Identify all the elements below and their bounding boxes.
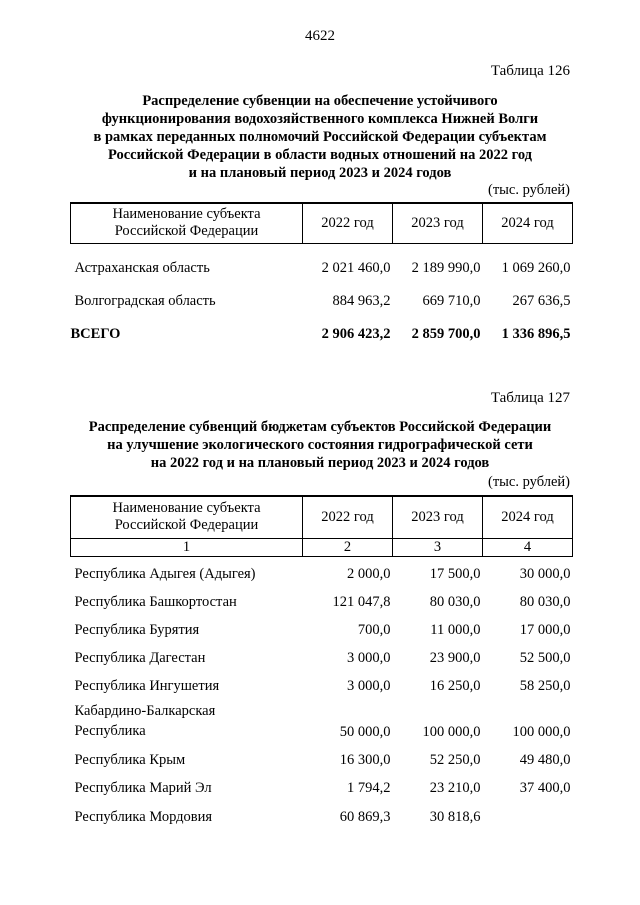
value-2024 bbox=[483, 797, 573, 826]
value-2023: 80 030,0 bbox=[429, 594, 481, 610]
table-row bbox=[71, 741, 573, 769]
value-2023: 100 000,0 bbox=[422, 724, 481, 740]
header-2023: 2023 год bbox=[393, 203, 483, 243]
row-name: Астраханская область bbox=[74, 260, 210, 276]
table-row bbox=[71, 243, 573, 277]
total-row bbox=[71, 310, 573, 343]
title-line: Распределение субвенции на обеспечение устойчивого bbox=[142, 93, 498, 109]
col-number-4: 4 bbox=[483, 538, 573, 556]
table-row bbox=[71, 639, 573, 667]
value-2022: 16 300,0 bbox=[339, 752, 391, 768]
table-127-label: Таблица 127 bbox=[490, 390, 570, 406]
header-subject bbox=[71, 203, 303, 243]
title-line: и на плановый период 2023 и 2024 годов bbox=[188, 165, 452, 181]
col-number-2: 2 bbox=[303, 538, 393, 556]
row-name: Республика Дагестан bbox=[74, 650, 206, 666]
table-127 bbox=[70, 495, 573, 826]
table-row bbox=[71, 667, 573, 695]
value-2023: 669 710,0 bbox=[422, 293, 481, 309]
total-2022: 2 906 423,2 bbox=[321, 326, 391, 342]
table-126-title bbox=[70, 92, 570, 182]
header-2024: 2024 год bbox=[483, 496, 573, 538]
value-2023: 16 250,0 bbox=[429, 678, 481, 694]
value-2022: 2 021 460,0 bbox=[321, 260, 391, 276]
value-2024: 58 250,0 bbox=[519, 678, 571, 694]
header-2022: 2022 год bbox=[303, 203, 393, 243]
table-row bbox=[71, 769, 573, 797]
value-2023: 2 189 990,0 bbox=[411, 260, 481, 276]
value-2024: 49 480,0 bbox=[519, 752, 571, 768]
table-126 bbox=[70, 202, 573, 343]
value-2022: 700,0 bbox=[357, 622, 391, 638]
row-name: Республика Крым bbox=[74, 752, 186, 768]
row-name-line: Республика bbox=[74, 723, 146, 739]
row-name-line: Кабардино-Балкарская bbox=[74, 703, 216, 719]
row-name: Республика Башкортостан bbox=[74, 594, 237, 610]
value-2024: 17 000,0 bbox=[519, 622, 571, 638]
row-name: Республика Марий Эл bbox=[74, 780, 212, 796]
row-name: Волгоградская область bbox=[74, 293, 216, 309]
title-line: на улучшение экологического состояния гидрографической сети bbox=[107, 437, 533, 453]
table-row bbox=[71, 277, 573, 310]
row-name: Республика Бурятия bbox=[74, 622, 200, 638]
value-2024: 30 000,0 bbox=[519, 566, 571, 582]
table-row bbox=[71, 797, 573, 826]
page-number: 4622 bbox=[305, 28, 335, 44]
table-row bbox=[71, 611, 573, 639]
title-line: Распределение субвенций бюджетам субъектов Российской Федерации bbox=[88, 419, 552, 435]
value-2024: 267 636,5 bbox=[512, 293, 571, 309]
header-line: Наименование субъекта bbox=[112, 500, 261, 517]
row-name: Республика Мордовия bbox=[74, 809, 213, 825]
title-line: функционирования водохозяйственного комплекса Нижней Волги bbox=[101, 111, 539, 127]
total-2023: 2 859 700,0 bbox=[411, 326, 481, 342]
row-name: Республика Ингушетия bbox=[74, 678, 220, 694]
table-row bbox=[71, 695, 573, 741]
value-2024: 52 500,0 bbox=[519, 650, 571, 666]
value-2022: 50 000,0 bbox=[339, 724, 391, 740]
value-2022: 1 794,2 bbox=[347, 780, 391, 796]
value-2022: 884 963,2 bbox=[332, 293, 391, 309]
table-row bbox=[71, 583, 573, 611]
value-2024: 80 030,0 bbox=[519, 594, 571, 610]
value-2022: 121 047,8 bbox=[332, 594, 391, 610]
title-line: на 2022 год и на плановый период 2023 и 2024 годов bbox=[150, 455, 490, 471]
value-2024: 37 400,0 bbox=[519, 780, 571, 796]
table-126-label: Таблица 126 bbox=[490, 63, 570, 79]
total-label: ВСЕГО bbox=[70, 326, 121, 342]
header-2023: 2023 год bbox=[393, 496, 483, 538]
value-2023: 52 250,0 bbox=[429, 752, 481, 768]
value-2022: 3 000,0 bbox=[347, 678, 391, 694]
header-line: Российской Федерации bbox=[114, 517, 259, 534]
header-2024: 2024 год bbox=[483, 203, 573, 243]
header-line: Российской Федерации bbox=[114, 223, 259, 240]
table-row bbox=[71, 556, 573, 583]
col-number-1: 1 bbox=[71, 538, 303, 556]
value-2023: 23 900,0 bbox=[429, 650, 481, 666]
row-name: Республика Адыгея (Адыгея) bbox=[74, 566, 256, 582]
title-line: в рамках переданных полномочий Российской Федерации субъектам bbox=[93, 129, 547, 145]
value-2023: 30 818,6 bbox=[429, 809, 481, 825]
header-line: Наименование субъекта bbox=[112, 206, 261, 223]
value-2022: 2 000,0 bbox=[347, 566, 391, 582]
table-127-title bbox=[70, 418, 570, 472]
value-2023: 23 210,0 bbox=[429, 780, 481, 796]
row-name bbox=[71, 695, 303, 741]
title-line: Российской Федерации в области водных отношений на 2022 год bbox=[108, 147, 532, 163]
header-subject bbox=[71, 496, 303, 538]
value-2023: 11 000,0 bbox=[430, 622, 481, 638]
value-2022: 60 869,3 bbox=[339, 809, 391, 825]
value-2024: 1 069 260,0 bbox=[501, 260, 571, 276]
table-126-units: (тыс. рублей) bbox=[488, 182, 570, 198]
value-2024: 100 000,0 bbox=[512, 724, 571, 740]
table-127-units: (тыс. рублей) bbox=[488, 474, 570, 490]
value-2023: 17 500,0 bbox=[429, 566, 481, 582]
value-2022: 3 000,0 bbox=[347, 650, 391, 666]
col-number-3: 3 bbox=[393, 538, 483, 556]
total-2024: 1 336 896,5 bbox=[501, 326, 571, 342]
header-2022: 2022 год bbox=[303, 496, 393, 538]
